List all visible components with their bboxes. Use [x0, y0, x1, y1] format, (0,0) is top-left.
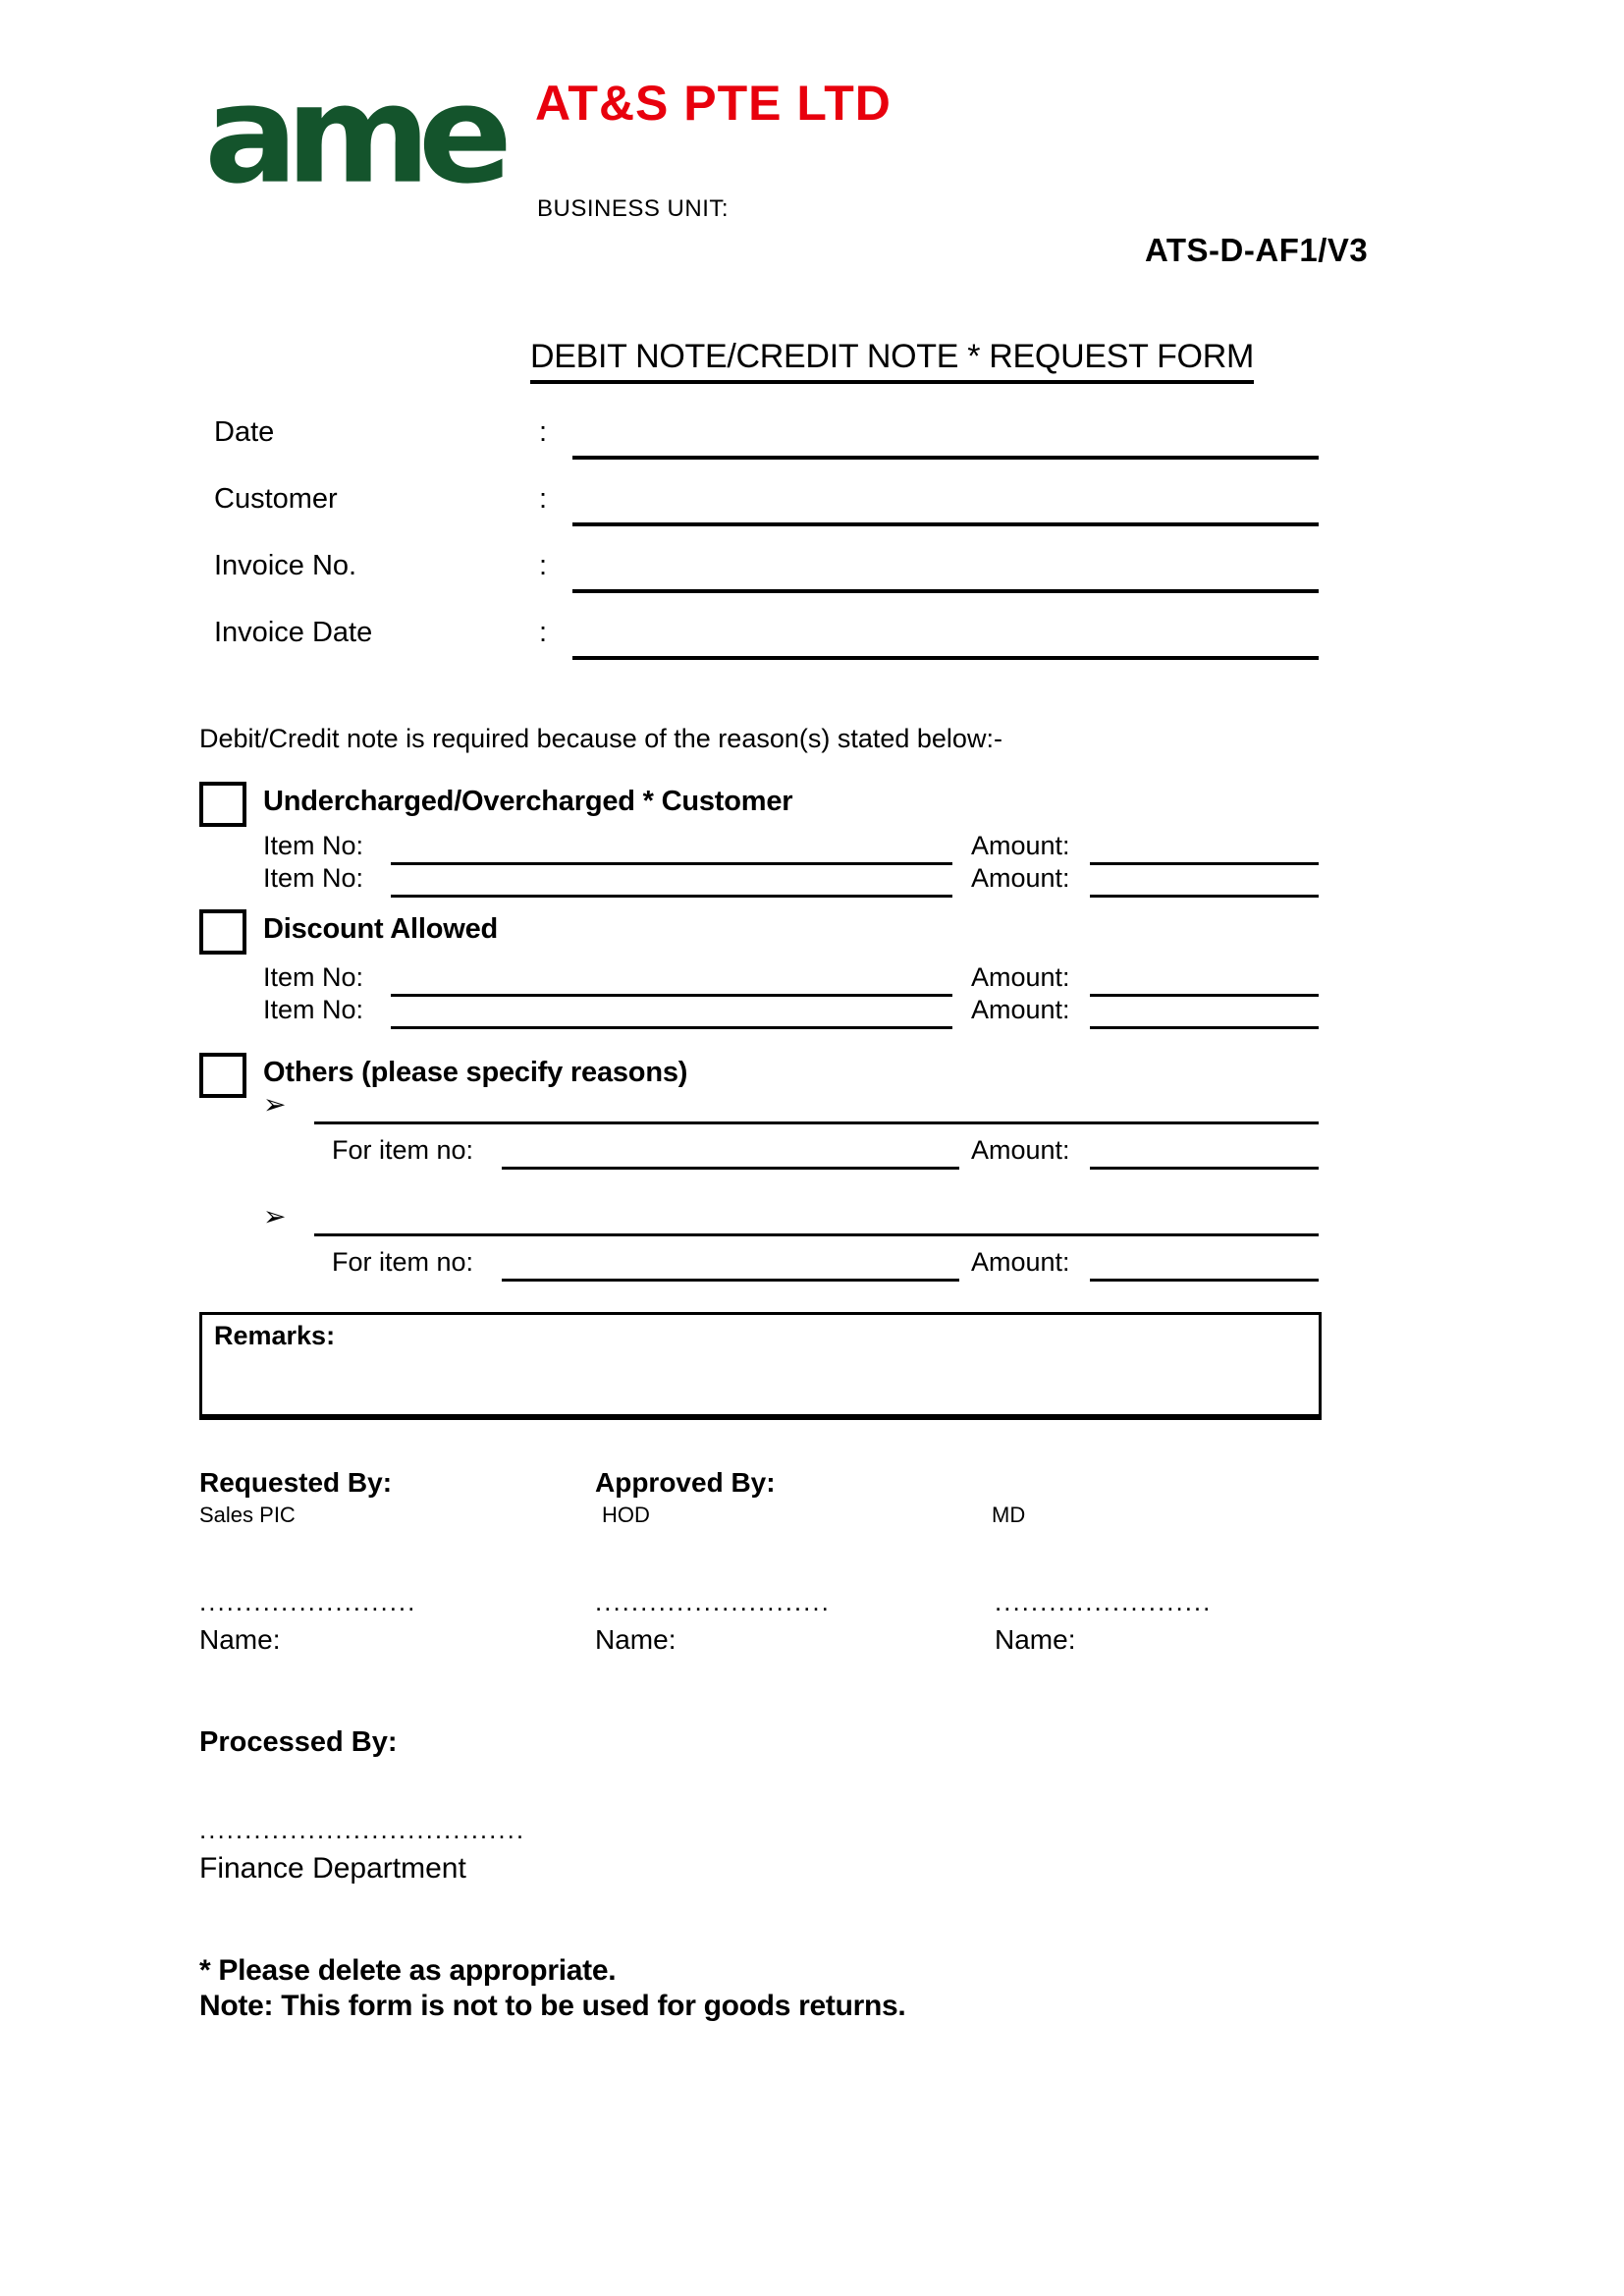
customer-fill-line[interactable]: [572, 489, 1319, 526]
reason-fill-line[interactable]: [314, 1233, 1319, 1236]
signature-dotted-line[interactable]: ........................: [995, 1587, 1213, 1616]
invoice-date-fill-line[interactable]: [572, 623, 1319, 660]
item-no-fill-line[interactable]: [391, 833, 952, 865]
amount-fill-line[interactable]: [1090, 1249, 1319, 1282]
invoice-no-fill-line[interactable]: [572, 556, 1319, 593]
amount-label: Amount:: [971, 962, 1070, 992]
amount-label: Amount:: [971, 995, 1070, 1024]
date-fill-line[interactable]: [572, 422, 1319, 460]
item-no-label: Item No:: [263, 995, 364, 1024]
finance-department-label: Finance Department: [199, 1852, 466, 1885]
name-label: Name:: [995, 1624, 1076, 1655]
field-row-customer: [0, 483, 1624, 526]
finance-dotted-line[interactable]: ....................................: [199, 1815, 526, 1844]
invoice-date-colon: :: [539, 617, 548, 648]
field-row-invoice-no: [0, 550, 1624, 593]
amount-fill-line[interactable]: [1090, 865, 1319, 898]
arrow-bullet-icon: ➢: [263, 1089, 287, 1120]
amount-label: Amount:: [971, 1247, 1070, 1277]
amount-label: Amount:: [971, 863, 1070, 893]
processed-by-label: Processed By:: [199, 1726, 398, 1758]
discount-row-1: [0, 962, 1624, 996]
company-logo: [204, 56, 501, 216]
item-no-label: Item No:: [263, 962, 364, 992]
others-row-2: [0, 1247, 1624, 1281]
discount-row-2: [0, 995, 1624, 1028]
others-checkbox[interactable]: [199, 1053, 246, 1098]
for-item-no-label: For item no:: [332, 1247, 474, 1277]
undercharged-row-1: [0, 831, 1624, 864]
amount-fill-line[interactable]: [1090, 964, 1319, 997]
company-name: AT&S PTE LTD: [535, 76, 892, 131]
requested-by-label: Requested By:: [199, 1467, 393, 1498]
form-code: ATS-D-AF1/V3: [1145, 232, 1369, 268]
date-label: Date: [214, 416, 275, 448]
reason-fill-line[interactable]: [314, 1121, 1319, 1124]
others-row-1: [0, 1135, 1624, 1169]
discount-heading: Discount Allowed: [263, 913, 499, 945]
undercharged-heading: Undercharged/Overcharged * Customer: [263, 786, 793, 817]
arrow-bullet-icon: ➢: [263, 1201, 287, 1231]
amount-fill-line[interactable]: [1090, 833, 1319, 865]
undercharged-row-2: [0, 863, 1624, 897]
amount-label: Amount:: [971, 831, 1070, 860]
item-no-fill-line[interactable]: [391, 865, 952, 898]
approved-by-label: Approved By:: [595, 1467, 776, 1498]
field-row-invoice-date: [0, 617, 1624, 660]
invoice-date-label: Invoice Date: [214, 617, 373, 648]
role-label-sales-pic: Sales PIC: [199, 1503, 296, 1527]
footnote-goods-returns: Note: This form is not to be used for goods returns.: [199, 1990, 906, 2022]
for-item-no-fill-line[interactable]: [502, 1249, 959, 1282]
role-label-hod: HOD: [602, 1503, 650, 1527]
name-label: Name:: [199, 1624, 281, 1655]
for-item-no-fill-line[interactable]: [502, 1137, 959, 1170]
signature-dotted-line[interactable]: ........................: [199, 1587, 417, 1616]
remarks-box[interactable]: [199, 1312, 1322, 1420]
others-heading: Others (please specify reasons): [263, 1057, 688, 1088]
form-title: DEBIT NOTE/CREDIT NOTE * REQUEST FORM: [530, 338, 1254, 384]
item-no-fill-line[interactable]: [391, 964, 952, 997]
footnote-delete-as-appropriate: * Please delete as appropriate.: [199, 1954, 617, 1987]
amount-fill-line[interactable]: [1090, 997, 1319, 1029]
reason-intro: Debit/Credit note is required because of the reason(s) stated below:-: [199, 724, 1002, 753]
remarks-label: Remarks:: [214, 1321, 336, 1350]
customer-label: Customer: [214, 483, 338, 515]
invoice-no-colon: :: [539, 550, 548, 581]
signature-dotted-line[interactable]: ..........................: [595, 1587, 831, 1616]
item-no-fill-line[interactable]: [391, 997, 952, 1029]
business-unit-label: BUSINESS UNIT:: [537, 195, 730, 222]
item-no-label: Item No:: [263, 863, 364, 893]
amount-fill-line[interactable]: [1090, 1137, 1319, 1170]
logo-text: ame: [204, 56, 501, 214]
discount-checkbox[interactable]: [199, 909, 246, 955]
for-item-no-label: For item no:: [332, 1135, 474, 1165]
undercharged-checkbox[interactable]: [199, 782, 246, 827]
field-row-date: [0, 416, 1624, 460]
name-label: Name:: [595, 1624, 677, 1655]
invoice-no-label: Invoice No.: [214, 550, 357, 581]
amount-label: Amount:: [971, 1135, 1070, 1165]
role-label-md: MD: [992, 1503, 1026, 1527]
item-no-label: Item No:: [263, 831, 364, 860]
date-colon: :: [539, 416, 548, 448]
customer-colon: :: [539, 483, 548, 515]
